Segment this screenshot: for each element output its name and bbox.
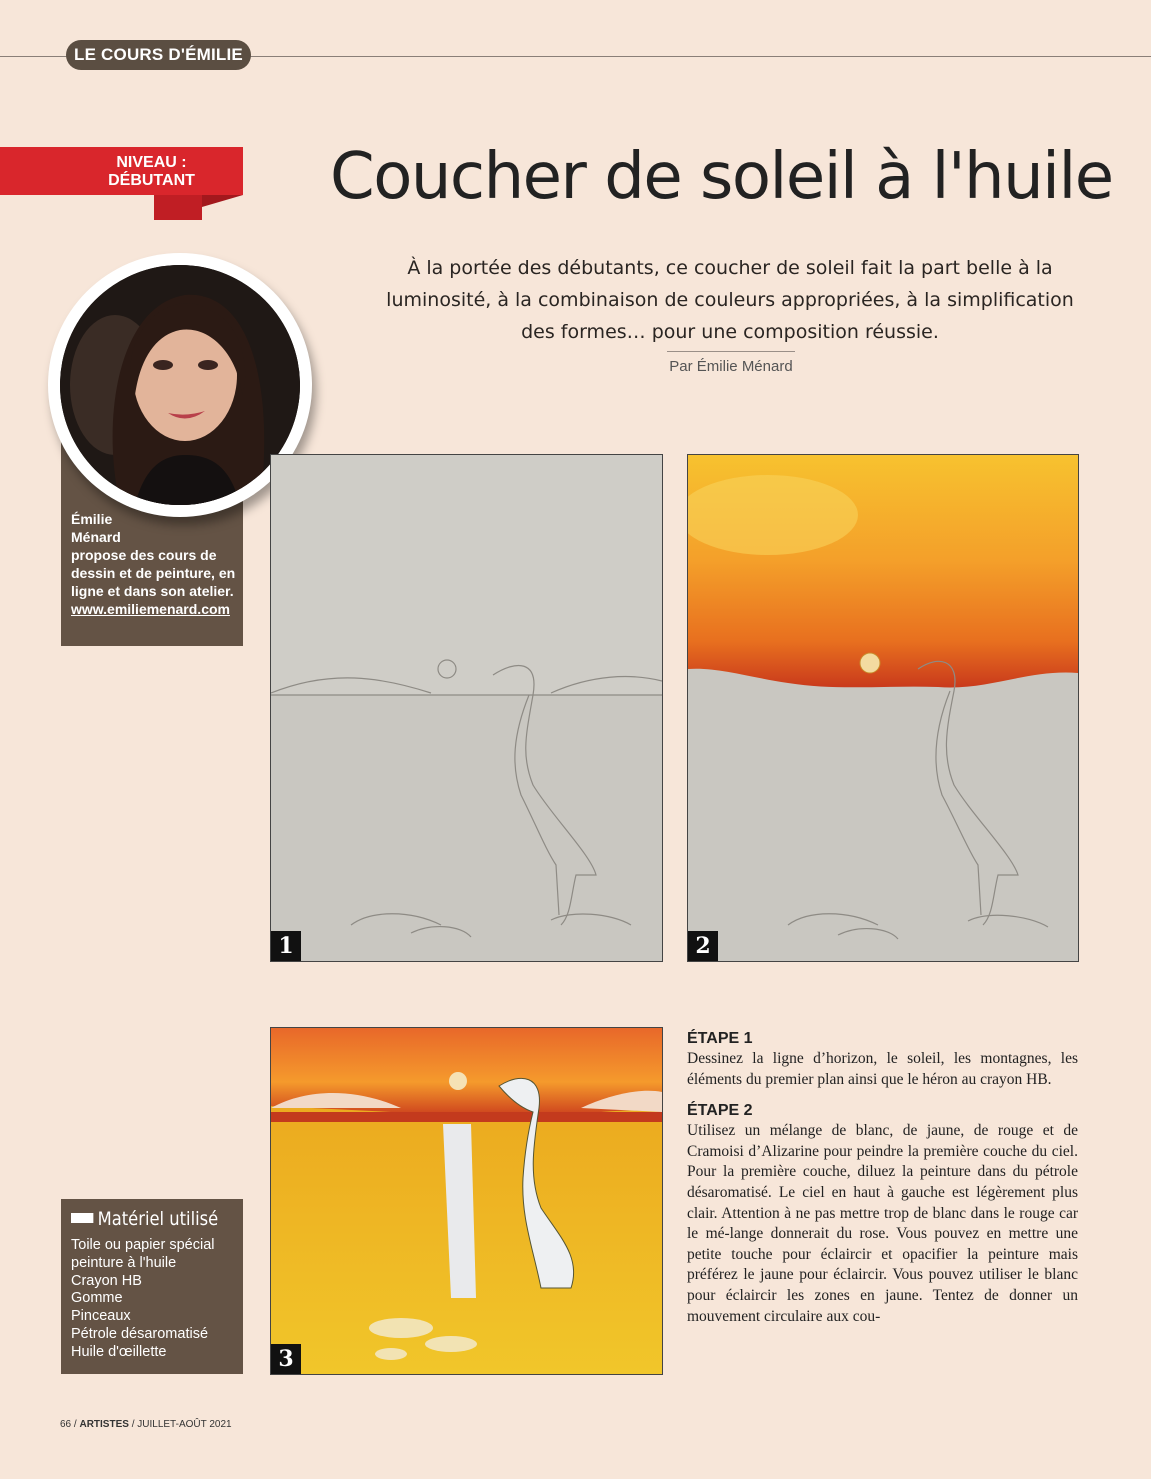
author-last-name: Ménard bbox=[71, 529, 121, 545]
materials-list bbox=[71, 1237, 214, 1362]
page-number: 66 bbox=[60, 1419, 72, 1430]
issue-date: JUILLET-AOÛT 2021 bbox=[137, 1419, 232, 1430]
byline: Par Émilie Ménard bbox=[669, 358, 793, 375]
material-item: Pinceaux bbox=[71, 1308, 131, 1325]
section-tag: LE COURS D'ÉMILIE bbox=[66, 40, 251, 70]
byline-rule bbox=[667, 351, 795, 352]
author-bio bbox=[71, 510, 241, 618]
article-title: Coucher de soleil à l'huile bbox=[330, 140, 1113, 214]
material-item: Toile ou papier spécial bbox=[71, 1237, 215, 1253]
materials-box bbox=[61, 1199, 243, 1374]
level-banner-fold bbox=[154, 195, 202, 220]
level-label: NIVEAU : bbox=[116, 154, 187, 171]
steps-column bbox=[687, 1029, 1078, 1338]
step-1-text: Dessinez la ligne d’horizon, le soleil, les montagnes, les éléments du premier plan ainsi que le héron au crayon HB. bbox=[687, 1050, 1078, 1088]
author-first-name: Émilie bbox=[71, 511, 113, 527]
step-1-number: 1 bbox=[271, 931, 301, 961]
step-2-photo bbox=[687, 454, 1079, 962]
step-2-heading: ÉTAPE 2 bbox=[687, 1102, 753, 1120]
materials-heading bbox=[71, 1208, 218, 1230]
author-portrait bbox=[60, 265, 300, 505]
material-item: Huile d'œillette bbox=[71, 1343, 167, 1360]
material-item: Crayon HB bbox=[71, 1272, 142, 1289]
step-3-number: 3 bbox=[271, 1344, 301, 1374]
step-1-photo bbox=[270, 454, 663, 962]
material-item: peinture à l'huile bbox=[71, 1254, 177, 1271]
step-3-photo bbox=[270, 1027, 663, 1375]
materials-heading-text: Matériel utilisé bbox=[97, 1208, 219, 1230]
step-1-heading: ÉTAPE 1 bbox=[687, 1030, 753, 1047]
material-item: Gomme bbox=[71, 1290, 123, 1307]
heading-bar-icon bbox=[71, 1213, 93, 1223]
step-2-text: Utilisez un mélange de blanc, de jaune, de rouge et de Cramoisi d’Alizarine pour peindre la première couche du ciel. Pour la première couche, diluez la peinture dans du pétrole désaromatisé. Le ciel en haut à gauche est légèrement plus clair. Attention à ne pas mettre trop de blanc dans le rouge car le mé-lange donnerait du rose. Vous pouvez en mettre une petite touche pour éclaircir et opacifier la peinture mais préférez le jaune pour éclaircir. Vous pouvez utiliser le blanc pour éclaircir les zones en jaune. Tentez de donner un mouvement circulaire aux cou- bbox=[687, 1122, 1078, 1325]
article-intro: À la portée des débutants, ce coucher de soleil fait la part belle à la luminosité, à la combinaison de couleurs appropriées, à la simplification des formes… pour une composition réussie. bbox=[386, 257, 1074, 343]
author-website-link[interactable]: www.emiliemenard.com bbox=[71, 601, 230, 617]
material-item: Pétrole désaromatisé bbox=[71, 1325, 209, 1342]
level-banner-fold-shadow bbox=[202, 195, 243, 207]
page-footer: 66 / ARTISTES / JUILLET-AOÛT 2021 bbox=[60, 1419, 232, 1430]
step-2-number: 2 bbox=[688, 931, 718, 961]
magazine-name: ARTISTES bbox=[79, 1419, 129, 1430]
level-value: DÉBUTANT bbox=[108, 172, 195, 189]
author-bio-text: propose des cours de dessin et de peinture, en ligne et dans son atelier. bbox=[71, 547, 236, 599]
level-banner bbox=[0, 147, 243, 195]
